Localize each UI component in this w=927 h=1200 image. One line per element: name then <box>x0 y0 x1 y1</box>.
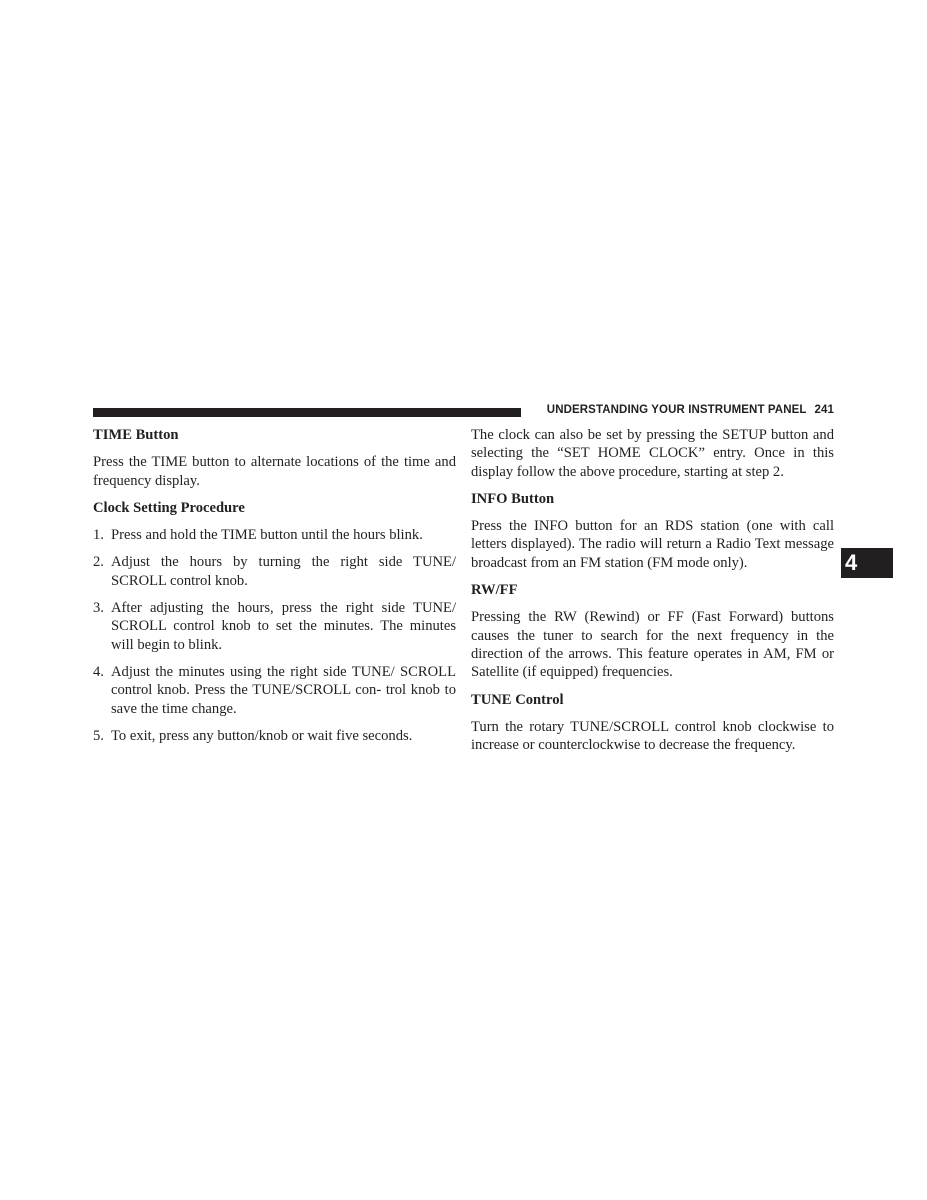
running-header <box>531 404 834 416</box>
header-rule <box>93 408 521 417</box>
clock-setting-heading: Clock Setting Procedure <box>93 499 245 516</box>
rwff-paragraph: Pressing the RW (Rewind) or FF (Fast Forward) buttons causes the tuner to search for the next frequency in the direction of the arrows. This feature operates in AM, FM or Satellite (if equipped) frequencies. <box>471 609 834 681</box>
clock-setting-steps <box>93 526 456 745</box>
clock-setup-paragraph: The clock can also be set by pressing the SETUP button and selecting the “SET HOME CLOCK” entry. Once in this display follow the above procedure, starting at step 2. <box>471 427 834 480</box>
step-text: To exit, press any button/knob or wait five seconds. <box>111 727 413 744</box>
left-column <box>93 426 456 745</box>
step-text: Adjust the minutes using the right side TUNE/ SCROLL control knob. Press the TUNE/SCROLL con- trol knob to save the time change. <box>111 663 456 717</box>
step-number: 2. <box>93 554 104 571</box>
list-item <box>93 526 456 544</box>
chapter-tab: 4 <box>841 548 893 578</box>
info-button-paragraph: Press the INFO button for an RDS station (one with call letters displayed). The radio will return a Radio Text message broadcast from an FM station (FM mode only). <box>471 518 834 571</box>
time-button-heading: TIME Button <box>93 427 179 443</box>
step-number: 4. <box>93 663 104 680</box>
list-item <box>93 553 456 590</box>
list-item <box>93 663 456 718</box>
right-column <box>471 426 834 754</box>
tune-control-heading: TUNE Control <box>471 691 564 708</box>
tune-control-paragraph: Turn the rotary TUNE/SCROLL control knob clockwise to increase or counterclockwise to decrease the frequency. <box>471 718 834 754</box>
section-title: UNDERSTANDING YOUR INSTRUMENT PANEL <box>546 404 807 416</box>
page-number: 241 <box>814 404 834 416</box>
step-text: Press and hold the TIME button until the hours blink. <box>111 527 423 544</box>
step-text: Adjust the hours by turning the right side TUNE/ SCROLL control knob. <box>111 554 456 589</box>
list-item <box>93 727 456 745</box>
rwff-heading: RW/FF <box>471 582 518 599</box>
time-button-paragraph: Press the TIME button to alternate locations of the time and frequency display. <box>93 454 456 489</box>
step-number: 3. <box>93 600 104 617</box>
info-button-heading: INFO Button <box>471 490 555 507</box>
step-number: 1. <box>93 527 104 544</box>
step-number: 5. <box>93 727 104 744</box>
list-item <box>93 599 456 654</box>
step-text: After adjusting the hours, press the right side TUNE/ SCROLL control knob to set the minutes. The minutes will begin to blink. <box>111 600 456 653</box>
